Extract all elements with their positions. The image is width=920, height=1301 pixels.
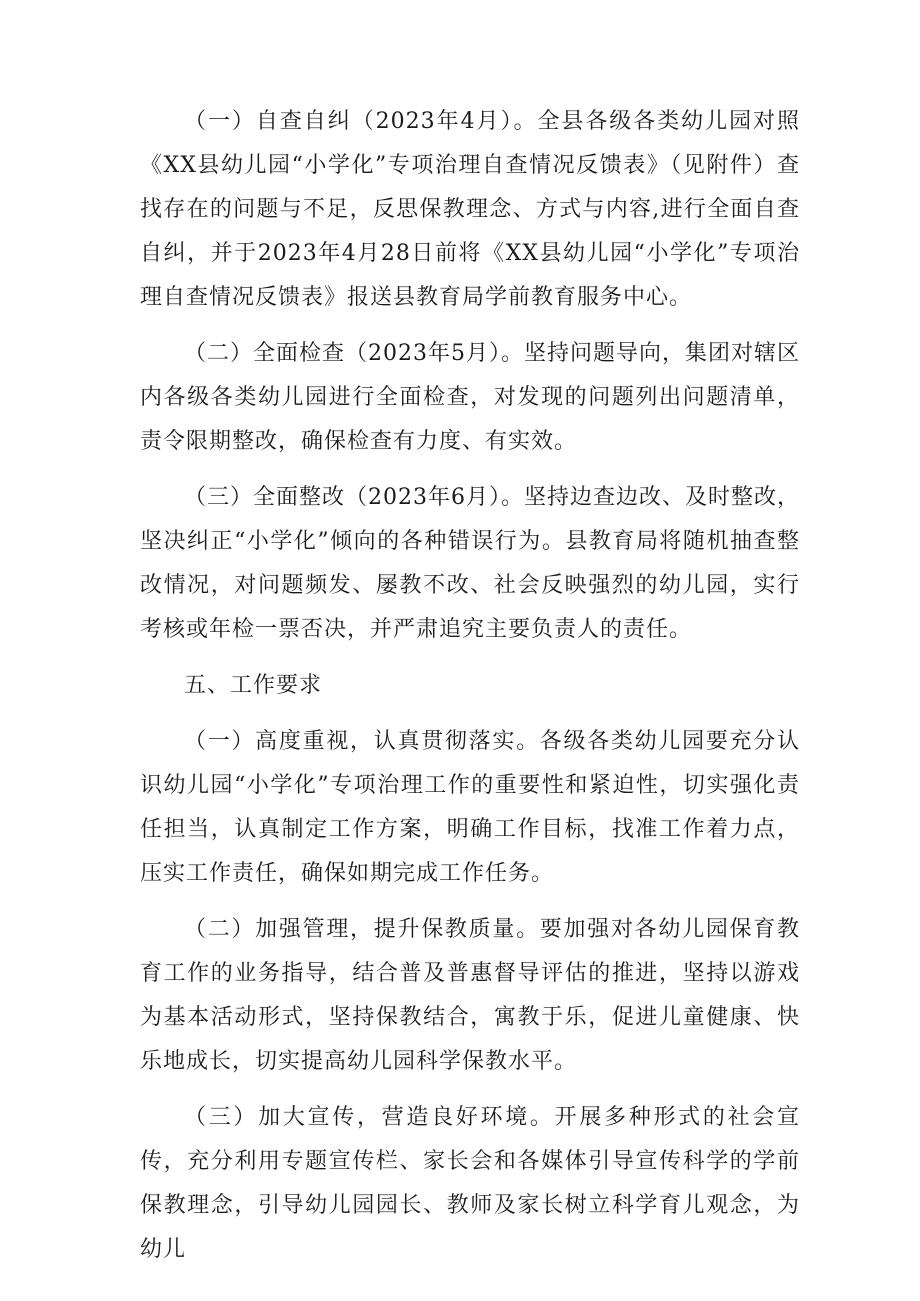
document-body	[140, 100, 800, 1272]
paragraph-self-inspection: （一）自查自纠（2023年4月）。全县各级各类幼儿园对照《XX县幼儿园“小学化”专项治理自查情况反馈表》（见附件）查找存在的问题与不足，反思保教理念、方式与内容,进行全面自查自纠，并于2023年4月28日前将《XX县幼儿园“小学化”专项治理自查情况反馈表》报送县教育局学前教育服务中心。	[140, 109, 800, 310]
paragraph-strengthen-management: （二）加强管理，提升保教质量。要加强对各幼儿园保育教育工作的业务指导，结合普及普惠督导评估的推进，坚持以游戏为基本活动形式，坚持保教结合，寓教于乐，促进儿童健康、快乐地成长，切实提高幼儿园科学保教水平。	[140, 917, 800, 1074]
paragraph-high-attention: （一）高度重视，认真贯彻落实。各级各类幼儿园要充分认识幼儿园“小学化”专项治理工作的重要性和紧迫性，切实强化责任担当，认真制定工作方案，明确工作目标，找准工作着力点，压实工作责任，确保如期完成工作任务。	[140, 729, 800, 886]
paragraph-publicity: （三）加大宣传，营造良好环境。开展多种形式的社会宣传，充分利用专题宣传栏、家长会和各媒体引导宣传科学的学前保教理念，引导幼儿园园长、教师及家长树立科学育儿观念，为幼儿	[140, 1105, 800, 1262]
paragraph-full-rectification: （三）全面整改（2023年6月）。坚持边查边改、及时整改，坚决纠正“小学化”倾向的各种错误行为。县教育局将随机抽查整改情况，对问题频发、屡教不改、社会反映强烈的幼儿园，实行考核或年检一票否决，并严肃追究主要负责人的责任。	[140, 485, 800, 642]
section-heading-work-requirements: 五、工作要求	[184, 673, 323, 698]
paragraph-full-inspection: （二）全面检查（2023年5月）。坚持问题导向，集团对辖区内各级各类幼儿园进行全面检查，对发现的问题列出问题清单，责令限期整改，确保检查有力度、有实效。	[140, 341, 800, 454]
